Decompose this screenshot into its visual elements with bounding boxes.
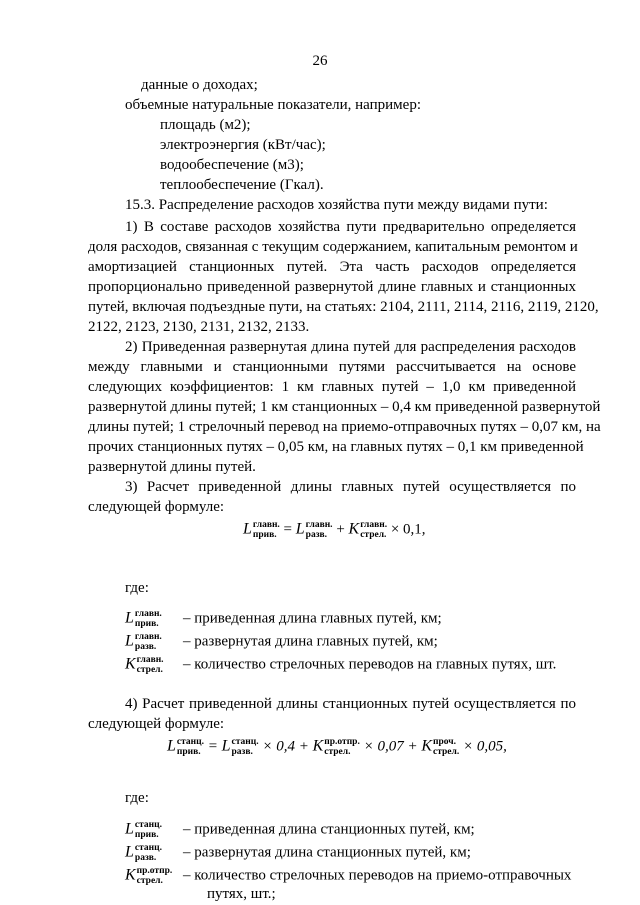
paragraph-4-line: следующей формуле: [88,716,225,732]
paragraph-3-line: 3) Расчет приведенной длины главных путей осуществляется по [125,479,576,495]
text-line: теплообеспечение (Гкал). [160,177,324,193]
section-heading: 15.3. Распределение расходов хозяйства пути между видами пути: [125,197,548,213]
legend-row-continuation: путях, шт.; [207,886,276,902]
paragraph-1-line: амортизацией станционных путей. Эта часть расходов определяется [88,259,576,275]
text-line: объемные натуральные показатели, например: [125,97,421,113]
paragraph-2-line: длины путей; 1 стрелочный перевод на приемо-отправочных путях – 0,07 км, на [88,419,601,435]
paragraph-2-line: прочих станционных путях – 0,05 км, на главных путях – 0,1 км приведенной [88,439,584,455]
paragraph-2-line: 2) Приведенная развернутая длина путей для распределения расходов [125,339,576,355]
text-line: водообеспечение (м3); [160,157,304,173]
legend-row: L главн. прив. – приведенная длина главных путей, км; [125,609,442,629]
page-number: 26 [312,53,328,69]
paragraph-1-line: 2122, 2123, 2130, 2131, 2132, 2133. [88,319,310,335]
paragraph-1-line: доля расходов, связанная с текущим содержанием, капитальным ремонтом и [88,239,578,255]
paragraph-3-line: следующей формуле: [88,499,225,515]
formula-station-track-length: L станц. прив. = L станц. разв. × 0,4 + K пр.отпр. стрел. × 0,07 + K проч. стрел. × 0,05, [167,737,507,757]
paragraph-2-line: следующих коэффициентов: 1 км главных путей – 1,0 км приведенной [88,379,576,395]
paragraph-1-line: путей, включая подъездные пути, на статьях: 2104, 2111, 2114, 2116, 2119, 2120, [88,299,599,315]
where-label: где: [125,790,149,806]
paragraph-2-line: между главными и станционными путями рассчитывается на основе [88,359,576,375]
text-line: данные о доходах; [141,77,258,93]
text-line: площадь (м2); [160,117,251,133]
legend-row: K пр.отпр. стрел. – количество стрелочных переводов на приемо-отправочных [125,866,572,886]
legend-row: L главн. разв. – развернутая длина главных путей, км; [125,632,438,652]
formula-main-track-length: L главн. прив. = L главн. разв. + K главн. стрел. × 0,1, [243,520,426,540]
paragraph-4-line: 4) Расчет приведенной длины станционных путей осуществляется по [125,696,576,712]
paragraph-1-line: 1) В составе расходов хозяйства пути предварительно определяется [125,219,576,235]
text-line: электроэнергия (кВт/час); [160,137,326,153]
where-label: где: [125,580,149,596]
legend-row: K главн. стрел. – количество стрелочных переводов на главных путях, шт. [125,655,557,675]
paragraph-2-line: развернутой длины путей; 1 км станционных – 0,4 км приведенной развернутой [88,399,601,415]
paragraph-1-line: пропорционально приведенной развернутой длине главных и станционных [88,279,576,295]
paragraph-2-line: развернутой длины путей. [88,459,256,475]
legend-row: L станц. прив. – приведенная длина станционных путей, км; [125,820,475,840]
legend-row: L станц. разв. – развернутая длина станционных путей, км; [125,843,471,863]
